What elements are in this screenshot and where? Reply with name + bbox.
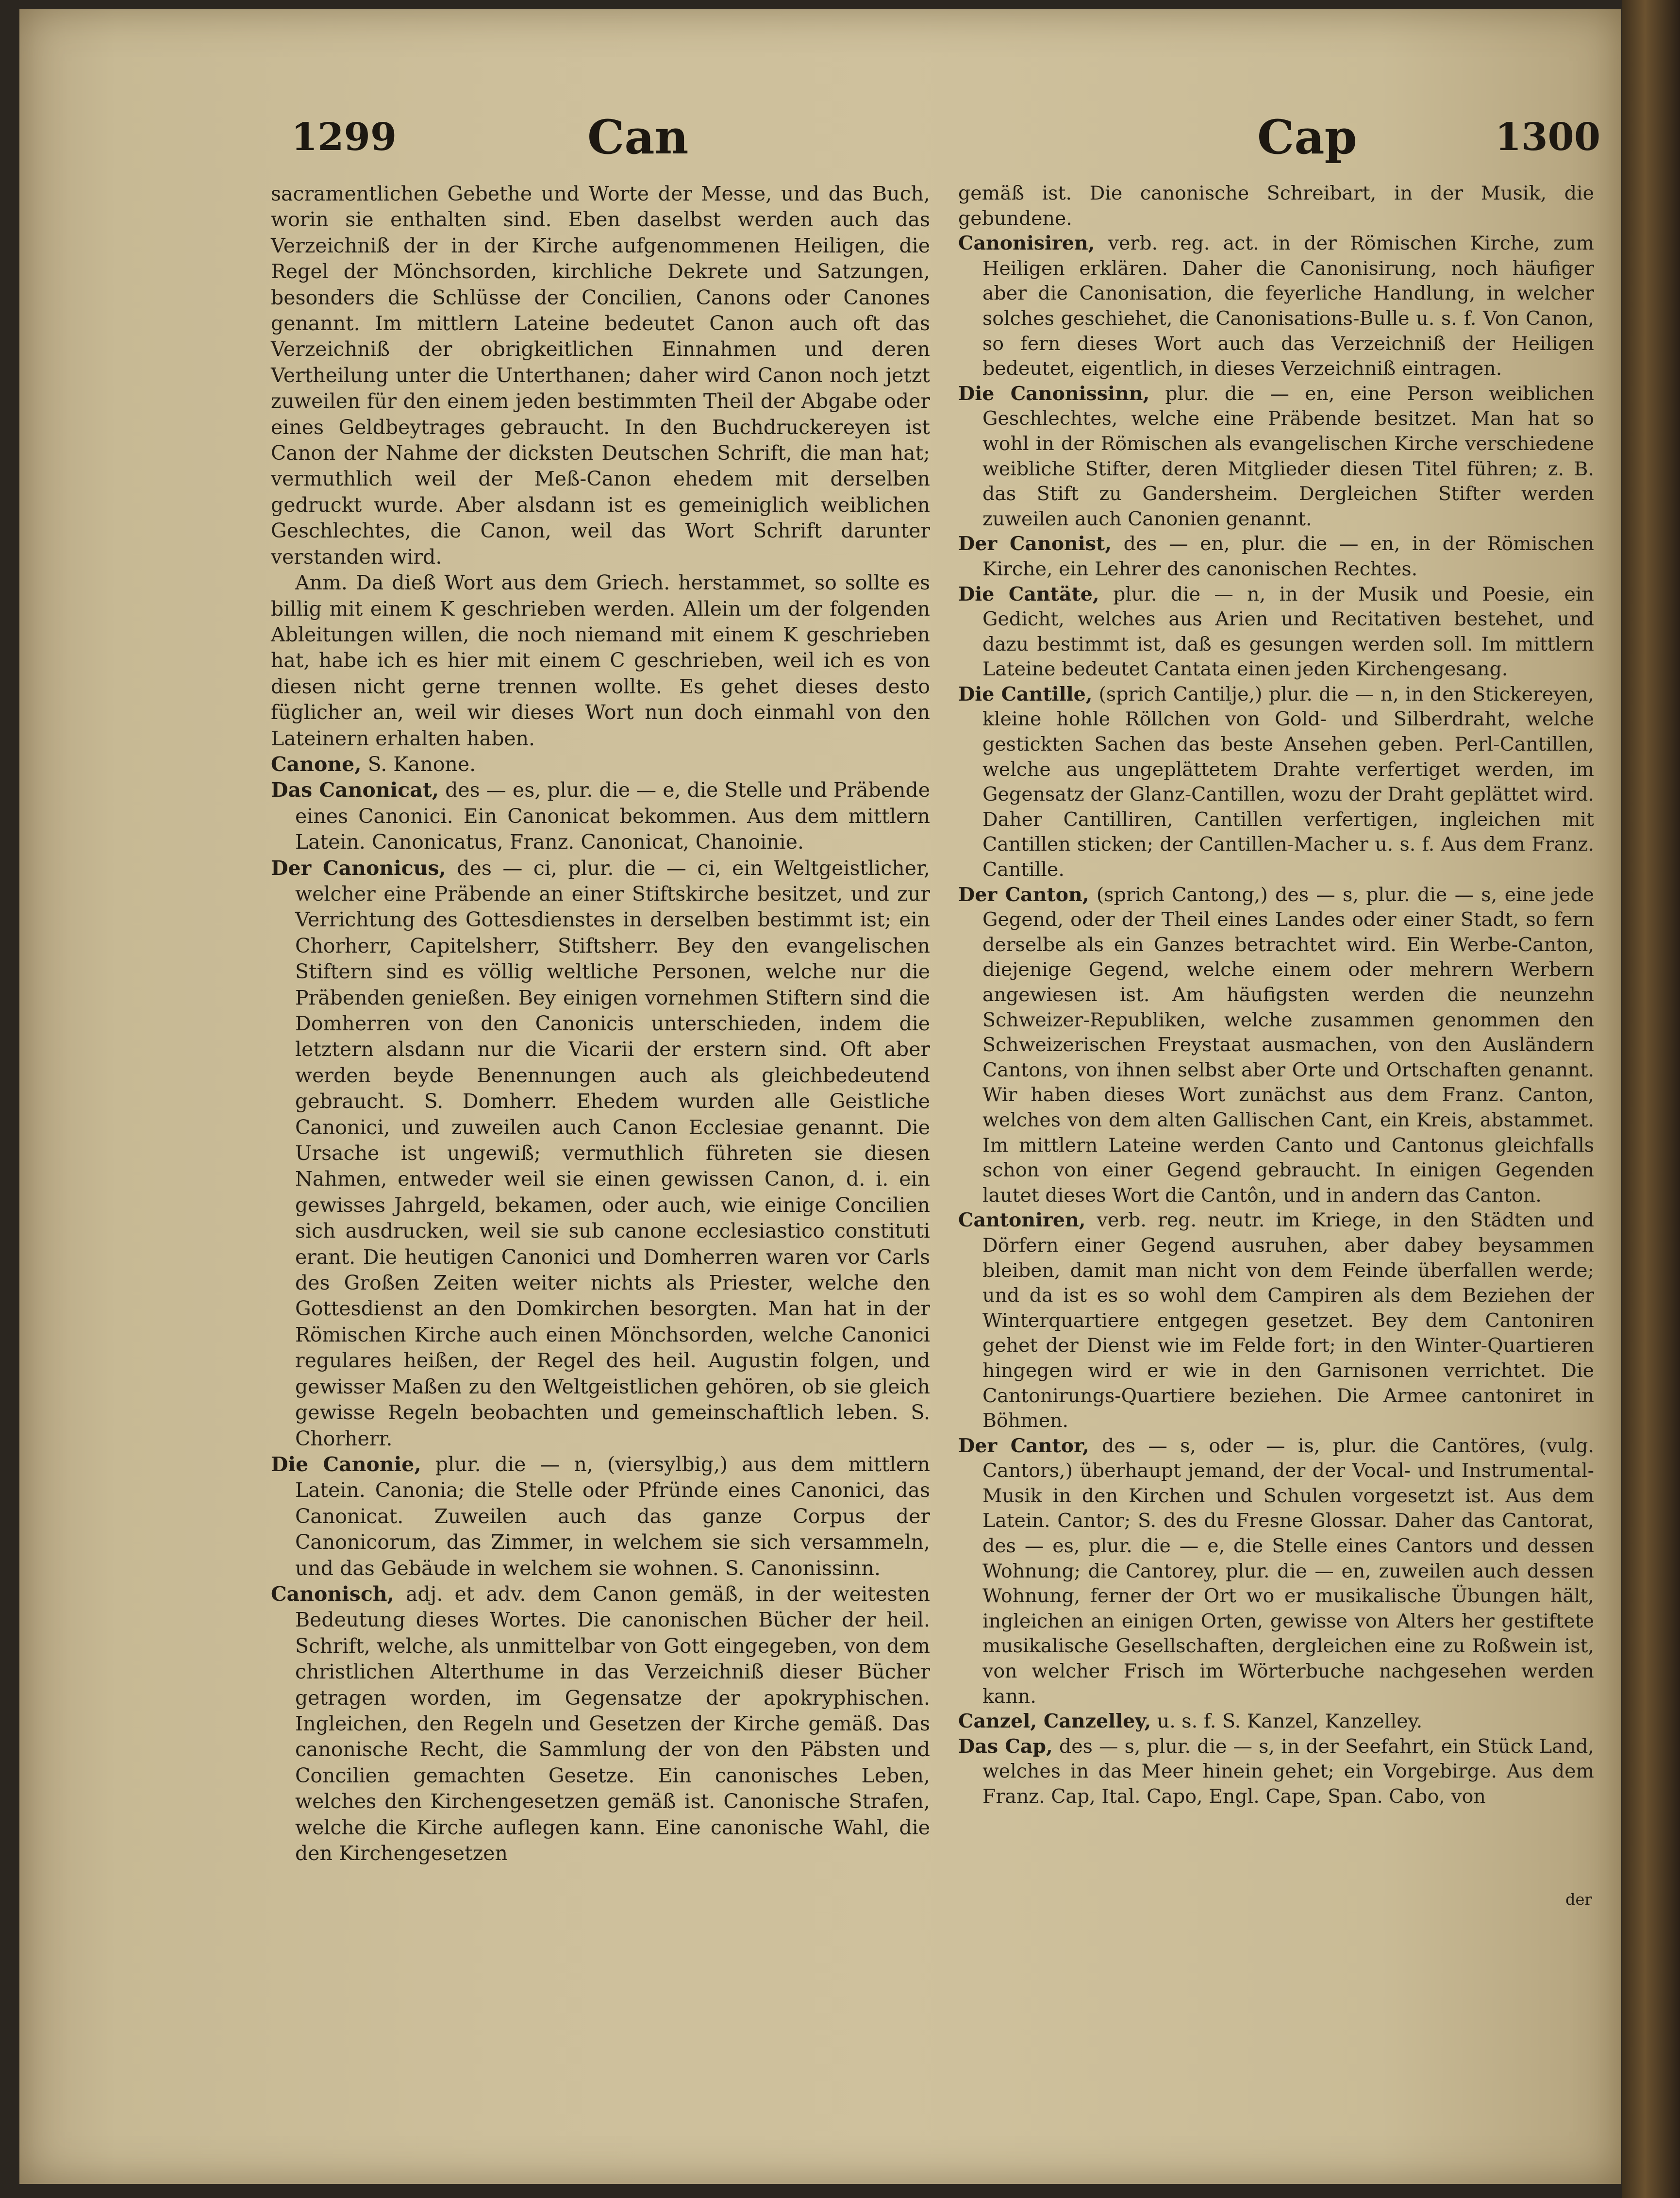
- entry-headword: Der Canonist,: [958, 533, 1112, 555]
- entry-text: plur. die — n, (viersylbig,) aus dem mittlern Latein. Canonia; die Stelle oder Pfründe eines Canonici, das Canonicat. Zuweilen auch das ganze Corpus der Canonicorum, das Zimmer, in welchem sie sich versammeln, und das Gebäude in welchem sie wohnen. S. Canonissinn.: [295, 1452, 930, 1580]
- dictionary-entry: [271, 777, 930, 855]
- dictionary-entry: [958, 231, 1594, 382]
- entry-headword: Die Canonie,: [271, 1452, 421, 1476]
- dictionary-entry: [958, 532, 1594, 582]
- entry-text: sacramentlichen Gebethe und Worte der Messe, und das Buch, worin sie enthalten sind. Eben daselbst werden auch das Verzeichniß der in der Kirche aufgenommenen Heiligen, die Regel der Mönchsorden, kirchliche Dekrete und Satzungen, besonders die Schlüsse der Concilien, Canons oder Canones genannt. Im mittlern Lateine bedeutet Canon auch oft das Verzeichniß der obrigkeitlichen Einnahmen und deren Vertheilung unter die Unterthanen; daher wird Canon noch jetzt zuweilen für den einem jeden bestimmten Theil der Abgabe oder eines Geldbeytrages gebraucht. In den Buchdruckereyen ist Canon der Nahme der dicksten Deutschen Schrift, die man hat; vermuthlich weil der Meß-Canon ehedem mit derselben gedruckt wurde. Aber alsdann ist es gemeiniglich weiblichen Geschlechtes, die Canon, weil das Wort Schrift darunter verstanden wird.: [271, 182, 930, 569]
- entry-headword: Der Canonicus,: [271, 856, 446, 880]
- entry-text: S. Kanone.: [361, 752, 476, 776]
- entry-text: des — s, plur. die — s, in der Seefahrt, ein Stück Land, welches in das Meer hinein gehet; ein Vorgebirge. Aus dem Franz. Cap, Ital. Capo, Engl. Cape, Span. Cabo, von: [982, 1735, 1594, 1808]
- dictionary-entry: [271, 856, 930, 1452]
- entry-text: verb. reg. neutr. im Kriege, in den Städten und Dörfern einer Gegend ausruhen, aber dabey beysammen bleiben, damit man nicht von dem Feinde überfallen werde; und da ist es so wohl dem Campiren als dem Beziehen der Winterquartiere entgegen gesetzet. Bey dem Cantoniren gehet der Dienst wie im Felde fort; in den Winter-Quartieren hingegen wird er wie in den Garnisonen verrichtet. Die Cantonirungs-Quartiere beziehen. Die Armee cantoniret in Böhmen.: [982, 1209, 1594, 1432]
- dictionary-entry: [958, 582, 1594, 682]
- entry-text: gemäß ist. Die canonische Schreibart, in der Musik, die gebundene.: [958, 182, 1594, 230]
- entry-headword: Die Canonissinn,: [958, 382, 1150, 405]
- dictionary-entry: [958, 682, 1594, 883]
- entry-text: Anm. Da dieß Wort aus dem Griech. herstammet, so sollte es billig mit einem K geschrieben werden. Allein um der folgenden Ableitungen willen, die noch niemand mit einem K geschrieben hat, habe ich es hier mit einem C geschrieben, weil ich es von diesen nicht gerne trennen wollte. Es gehet dieses desto füglicher an, weil wir dieses Wort nun doch einmahl von den Lateinern erhalten haben.: [271, 571, 930, 750]
- entry-text: adj. et adv. dem Canon gemäß, in der weitesten Bedeutung dieses Wortes. Die canonischen Bücher der heil. Schrift, welche, als unmittelbar von Gott eingegeben, von dem christlichen Alterthume in das Verzeichniß dieser Bücher getragen worden, im Gegensatze der apokryphischen. Ingleichen, den Regeln und Gesetzen der Kirche gemäß. Das canonische Recht, die Sammlung der von den Päbsten und Concilien gemachten Gesetze. Ein canonisches Leben, welches den Kirchengesetzen gemäß ist. Canonische Strafen, welche die Kirche auflegen kann. Eine canonische Wahl, die den Kirchengesetzen: [295, 1582, 930, 1865]
- entry-headword: Die Cantille,: [958, 683, 1093, 705]
- entry-headword: Die Cantäte,: [958, 583, 1099, 605]
- entry-headword: Das Cap,: [958, 1735, 1053, 1758]
- entry-text: verb. reg. act. in der Römischen Kirche, zum Heiligen erklären. Daher die Canonisirung, noch häufiger aber die Canonisation, die feyerliche Handlung, in welcher solches geschiehet, die Canonisations-Bulle u. s. f. Von Canon, so fern dieses Wort auch das Verzeichniß der Heiligen bedeutet, eigentlich, in dieses Verzeichniß eintragen.: [982, 232, 1594, 380]
- running-head-left: Can: [587, 110, 689, 165]
- entry-text: des — es, plur. die — e, die Stelle und Präbende eines Canonici. Ein Canonicat bekommen. Aus dem mittlern Latein. Canonicatus, Franz. Canonicat, Chanoinie.: [295, 778, 930, 854]
- dictionary-entry: [958, 1734, 1594, 1810]
- entry-headword: Der Canton,: [958, 883, 1089, 906]
- entry-headword: Canzel, Canzelley,: [958, 1710, 1151, 1733]
- entry-text: plur. die — en, eine Person weiblichen Geschlechtes, welche eine Präbende besitzet. Man hat so wohl in der Römischen als evangelischen Kirche verschiedene weibliche Stifter, deren Mitglieder diesen Titel führen; z. B. das Stift zu Gandersheim. Dergleichen Stifter werden zuweilen auch Canonien genannt.: [982, 382, 1595, 530]
- entry-text: u. s. f. S. Kanzel, Kanzelley.: [1151, 1710, 1423, 1733]
- dictionary-entry: [271, 570, 930, 752]
- entry-headword: Canonisch,: [271, 1582, 394, 1606]
- dictionary-entry: [271, 1452, 930, 1581]
- dictionary-entry: [271, 752, 930, 777]
- entry-text: plur. die — n, in der Musik und Poesie, ein Gedicht, welches aus Arien und Recitativen bestehet, und dazu bestimmt ist, daß es gesungen werden soll. Im mittlern Lateine bedeutet Cantata einen jeden Kirchengesang.: [982, 583, 1594, 681]
- dictionary-entry: [958, 1208, 1594, 1433]
- dictionary-entry: [958, 883, 1594, 1208]
- entry-headword: Das Canonicat,: [271, 778, 439, 802]
- dictionary-entry: [958, 1709, 1594, 1734]
- entry-headword: Der Cantor,: [958, 1434, 1089, 1457]
- entry-text: des — en, plur. die — en, in der Römischen Kirche, ein Lehrer des canonischen Rechtes.: [982, 533, 1594, 580]
- entry-text: (sprich Cantilje,) plur. die — n, in den Stickereyen, kleine hohle Röllchen von Gold- und Silberdraht, welche gestickten Sachen das beste Ansehen geben. Perl-Cantillen, welche aus ungeplättetem Drahte verfertiget werden, im Gegensatz der Glanz-Cantillen, wozu der Draht geplättet wird. Daher Cantilliren, Cantillen verfertigen, ingleichen mit Cantillen sticken; der Cantillen-Macher u. s. f. Aus dem Franz. Cantille.: [982, 683, 1594, 881]
- page-number-right: 1300: [1495, 115, 1601, 159]
- dictionary-entry: [271, 181, 930, 570]
- entry-text: des — s, oder — is, plur. die Cantöres, (vulg. Cantors,) überhaupt jemand, der der Vocal- und Instrumental-Musik in den Kirchen und Schulen vorgesetzt ist. Aus dem Latein. Cantor; S. des du Fresne Glossar. Daher das Cantorat, des — es, plur. die — e, die Stelle eines Cantors und dessen Wohnung; die Cantorey, plur. die — en, zuweilen auch dessen Wohnung, ferner der Ort wo er musikalische Übungen hält, ingleichen an einigen Orten, gewisse von Alters her gestiftete musikalische Gesellschaften, dergleichen eine zu Roßwein ist, von welcher Frisch im Wörterbuche nachgesehen werden kann.: [982, 1434, 1594, 1708]
- dictionary-entry: [958, 382, 1594, 532]
- entry-text: (sprich Cantong,) des — s, plur. die — s, eine jede Gegend, oder der Theil eines Landes oder einer Stadt, so fern derselbe als ein Ganzes betrachtet wird. Ein Werbe-Canton, diejenige Gegend, welche einem oder mehrern Werbern angewiesen ist. Am häufigsten werden die neunzehn Schweizer-Republiken, welche zusammen genommen den Schweizerischen Freystaat ausmachen, von den Ausländern Cantons, von ihnen selbst aber Orte und Ortschaften genannt. Wir haben dieses Wort zunächst aus dem Franz. Canton, welches von dem alten Gallischen Cant, ein Kreis, abstammet. Im mittlern Lateine werden Canto und Cantonus gleichfalls schon von einer Gegend gebraucht. In einigen Gegenden lautet dieses Wort die Cantôn, und in andern das Canton.: [982, 883, 1594, 1207]
- dictionary-entry: [958, 181, 1594, 231]
- entry-headword: Cantoniren,: [958, 1209, 1086, 1232]
- right-column: [958, 181, 1594, 1810]
- entry-headword: Canone,: [271, 752, 362, 776]
- left-column: [271, 181, 930, 1866]
- entry-headword: Canonisiren,: [958, 232, 1095, 255]
- dictionary-entry: [958, 1434, 1594, 1710]
- page-header: [19, 110, 1621, 171]
- entry-text: des — ci, plur. die — ci, ein Weltgeistlicher, welcher eine Präbende an einer Stiftskirche besitzet, und zur Verrichtung des Gottesdienstes in derselben bestimmt ist; ein Chorherr, Capitelsherr, Stiftsherr. Bey den evangelischen Stiftern sind es völlig weltliche Personen, welche nur die Präbenden genießen. Bey einigen vornehmen Stiftern sind die Domherren von den Canonicis unterschieden, indem die letztern alsdann nur die Vicarii der erstern sind. Oft aber werden beyde Benennungen auch als gleichbedeutend gebraucht. S. Domherr. Ehedem wurden alle Geistliche Canonici, und zuweilen auch Canon Ecclesiae genannt. Die Ursache ist ungewiß; vermuthlich führeten sie diesen Nahmen, entweder weil sie einen gewissen Canon, d. i. ein gewisses Jahrgeld, bekamen, oder auch, wie einige Concilien sich ausdrucken, weil sie sub canone ecclesiastico constituti erant. Die heutigen Canonici und Domherren waren vor Carls des Großen Zeiten weiter nichts als Priester, welche den Gottesdienst an den Domkirchen besorgten. Man hat in der Römischen Kirche auch einen Mönchsorden, welche Canonici regulares heißen, der Regel des heil. Augustin folgen, und gewisser Maßen zu den Weltgeistlichen gehören, ob sie gleich gewisse Regeln beobachten und gemeinschaftlich leben. S. Chorherr.: [295, 856, 930, 1450]
- book-page: [19, 9, 1621, 2184]
- book-spine: [1622, 0, 1680, 2198]
- catchword: der: [1565, 1890, 1592, 1909]
- page-number-left: 1299: [291, 115, 397, 159]
- running-head-right: Cap: [1257, 110, 1357, 165]
- dictionary-entry: [271, 1581, 930, 1866]
